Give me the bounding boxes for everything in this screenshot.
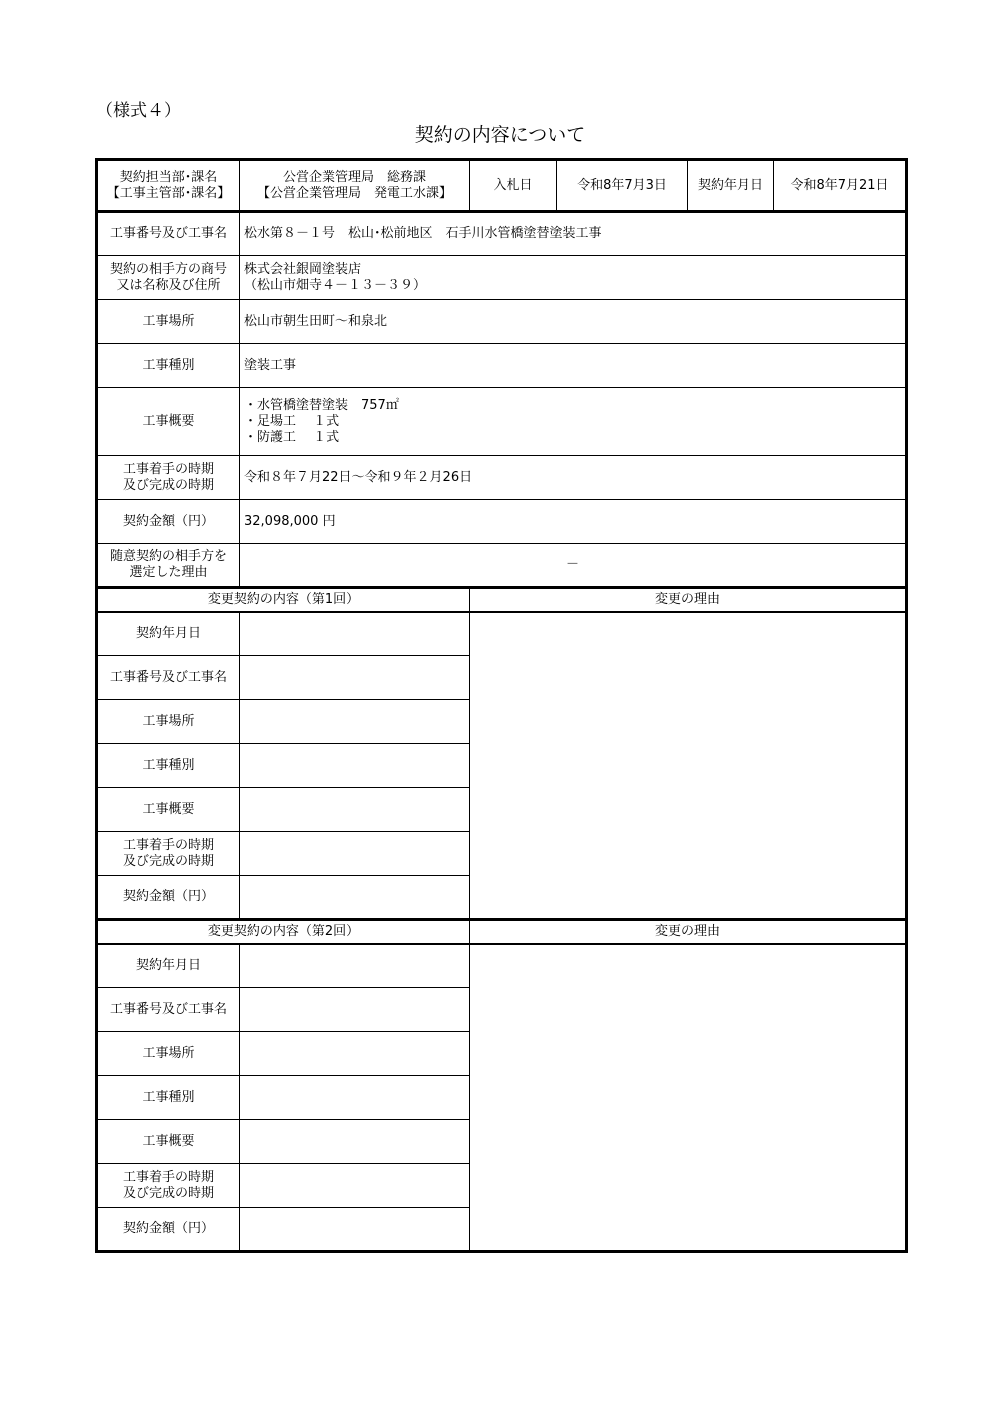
dept-value: 公営企業管理局 総務課 【公営企業管理局 発電工水課】 [240,160,470,212]
change2-value [240,1120,470,1164]
detail-row-project [97,212,907,256]
change1-section-header [97,588,907,612]
detail-row-reason [97,544,907,588]
amount-value: 32,098,000 円 [240,500,907,544]
selection-reason-label: 随意契約の相手方を 選定した理由 [97,544,240,588]
bid-date-label: 入札日 [470,160,557,212]
change1-label: 契約金額（円） [97,876,240,920]
document-title: 契約の内容について [414,124,586,146]
change1-reason-title: 変更の理由 [470,588,907,612]
change1-title: 変更契約の内容（第1回） [97,588,470,612]
change1-label: 工事番号及び工事名 [97,656,240,700]
change2-title: 変更契約の内容（第2回） [97,920,470,944]
period-value: 令和８年７月22日～令和９年２月26日 [240,456,907,500]
detail-row-type [97,344,907,388]
change2-label: 工事番号及び工事名 [97,988,240,1032]
change2-row [97,944,907,988]
change2-value [240,988,470,1032]
contractor-label: 契約の相手方の商号 又は名称及び住所 [97,256,240,300]
change2-reason-title: 変更の理由 [470,920,907,944]
project-name-label: 工事番号及び工事名 [97,212,240,256]
change2-label: 工事場所 [97,1032,240,1076]
change2-label: 契約年月日 [97,944,240,988]
summary-label: 工事概要 [97,388,240,456]
dept-label: 契約担当部･課名 【工事主管部･課名】 [97,160,240,212]
change2-value [240,1076,470,1120]
detail-row-contractor [97,256,907,300]
change2-label: 工事着手の時期 及び完成の時期 [97,1164,240,1208]
location-label: 工事場所 [97,300,240,344]
change1-value [240,656,470,700]
summary-value: ・水管橋塗替塗装 757㎡ ・足場工 １式 ・防護工 １式 [240,388,907,456]
form-number: （様式４） [96,101,181,121]
change1-reason-cell [470,612,907,920]
detail-row-amount [97,500,907,544]
work-type-value: 塗装工事 [240,344,907,388]
change1-label: 工事場所 [97,700,240,744]
change2-value [240,1164,470,1208]
change1-label: 工事概要 [97,788,240,832]
change1-label: 工事種別 [97,744,240,788]
change2-label: 工事概要 [97,1120,240,1164]
change1-value [240,744,470,788]
change2-reason-cell [470,944,907,1252]
amount-label: 契約金額（円） [97,500,240,544]
change1-label: 契約年月日 [97,612,240,656]
work-type-label: 工事種別 [97,344,240,388]
bid-date-value: 令和8年7月3日 [557,160,688,212]
project-name-value: 松水第８－１号 松山･松前地区 石手川水管橋塗替塗装工事 [240,212,907,256]
change2-section-header [97,920,907,944]
change1-value [240,788,470,832]
change1-value [240,700,470,744]
detail-row-location [97,300,907,344]
detail-row-summary [97,388,907,456]
contract-table [95,158,908,1253]
change1-value [240,832,470,876]
contractor-value: 株式会社銀岡塗装店 （松山市畑寺４－１３－３９） [240,256,907,300]
location-value: 松山市朝生田町～和泉北 [240,300,907,344]
change2-value [240,944,470,988]
selection-reason-value: － [240,544,907,588]
header-row [97,160,907,212]
contract-date-label: 契約年月日 [688,160,774,212]
change1-row [97,612,907,656]
change2-label: 工事種別 [97,1076,240,1120]
change2-value [240,1208,470,1252]
period-label: 工事着手の時期 及び完成の時期 [97,456,240,500]
change1-label: 工事着手の時期 及び完成の時期 [97,832,240,876]
change1-value [240,612,470,656]
detail-row-period [97,456,907,500]
change2-label: 契約金額（円） [97,1208,240,1252]
change2-value [240,1032,470,1076]
contract-date-value: 令和8年7月21日 [774,160,907,212]
change1-value [240,876,470,920]
